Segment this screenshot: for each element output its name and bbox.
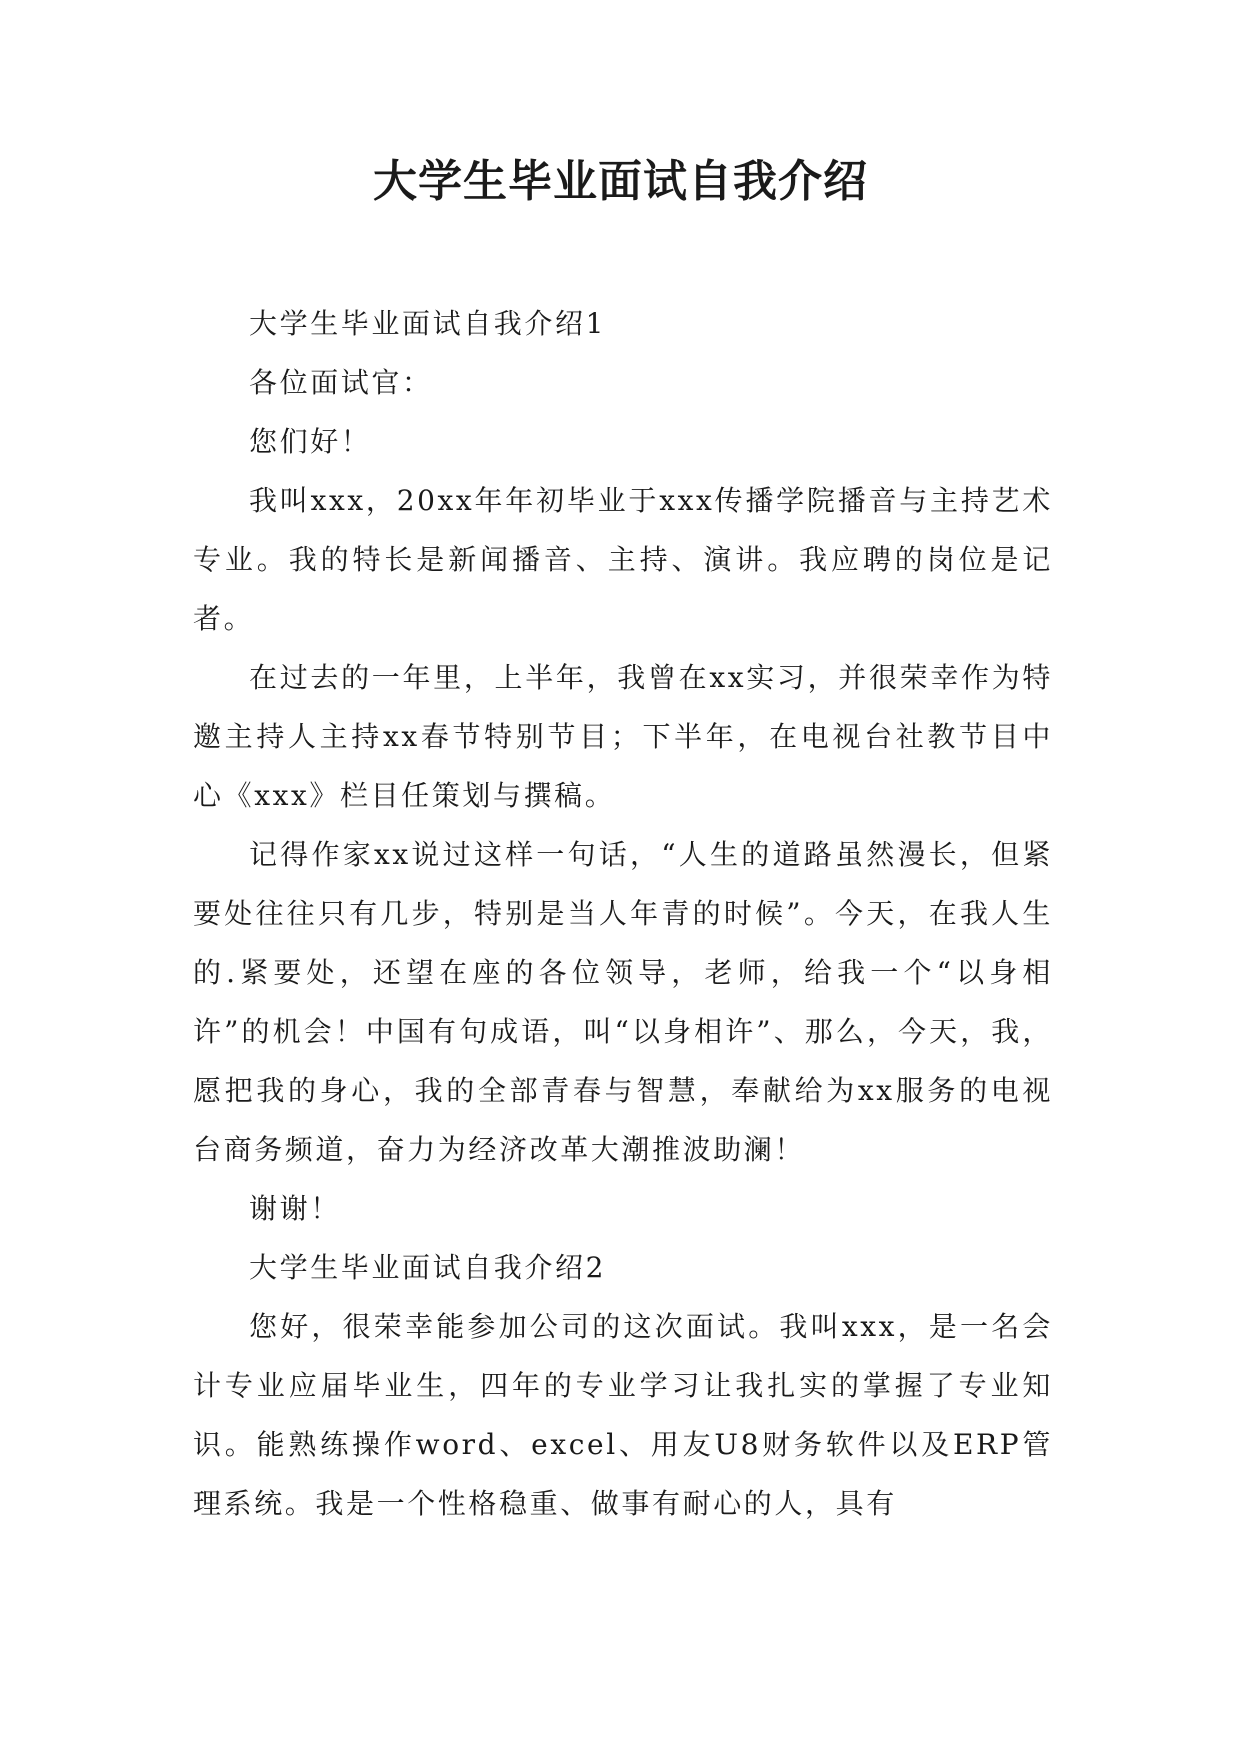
greeting: 您们好！ [249,425,372,458]
paragraph: 我叫xxx，20xx年年初毕业于xxx传播学院播音与主持艺术专业。我的特长是新闻播音、主持、演讲。我应聘的岗位是记者。 [193,484,1053,635]
document-title: 大学生毕业面试自我介绍 [373,156,868,207]
paragraph: 在过去的一年里，上半年，我曾在xx实习，并很荣幸作为特邀主持人主持xx春节特别节目；下半年，在电视台社教节目中心《xxx》栏目任策划与撰稿。 [193,661,1053,812]
section-heading-1: 大学生毕业面试自我介绍1 [249,307,607,340]
paragraph: 您好，很荣幸能参加公司的这次面试。我叫xxx，是一名会计专业应届毕业生，四年的专业学习让我扎实的掌握了专业知识。能熟练操作word、excel、用友U8财务软件以及ERP管理系统。我是一个性格稳重、做事有耐心的人，具有 [193,1310,1053,1520]
document-body [193,294,1053,1533]
closing: 谢谢！ [249,1192,341,1225]
section-heading-2: 大学生毕业面试自我介绍2 [249,1251,607,1284]
salutation: 各位面试官： [249,366,433,399]
paragraph: 记得作家xx说过这样一句话，“人生的道路虽然漫长，但紧要处往往只有几步，特别是当人年青的时候”。今天，在我人生的.紧要处，还望在座的各位领导，老师，给我一个“以身相许”的机会！中国有句成语，叫“以身相许”、那么，今天，我，愿把我的身心，我的全部青春与智慧，奉献给为xx服务的电视台商务频道，奋力为经济改革大潮推波助澜！ [193,838,1053,1166]
